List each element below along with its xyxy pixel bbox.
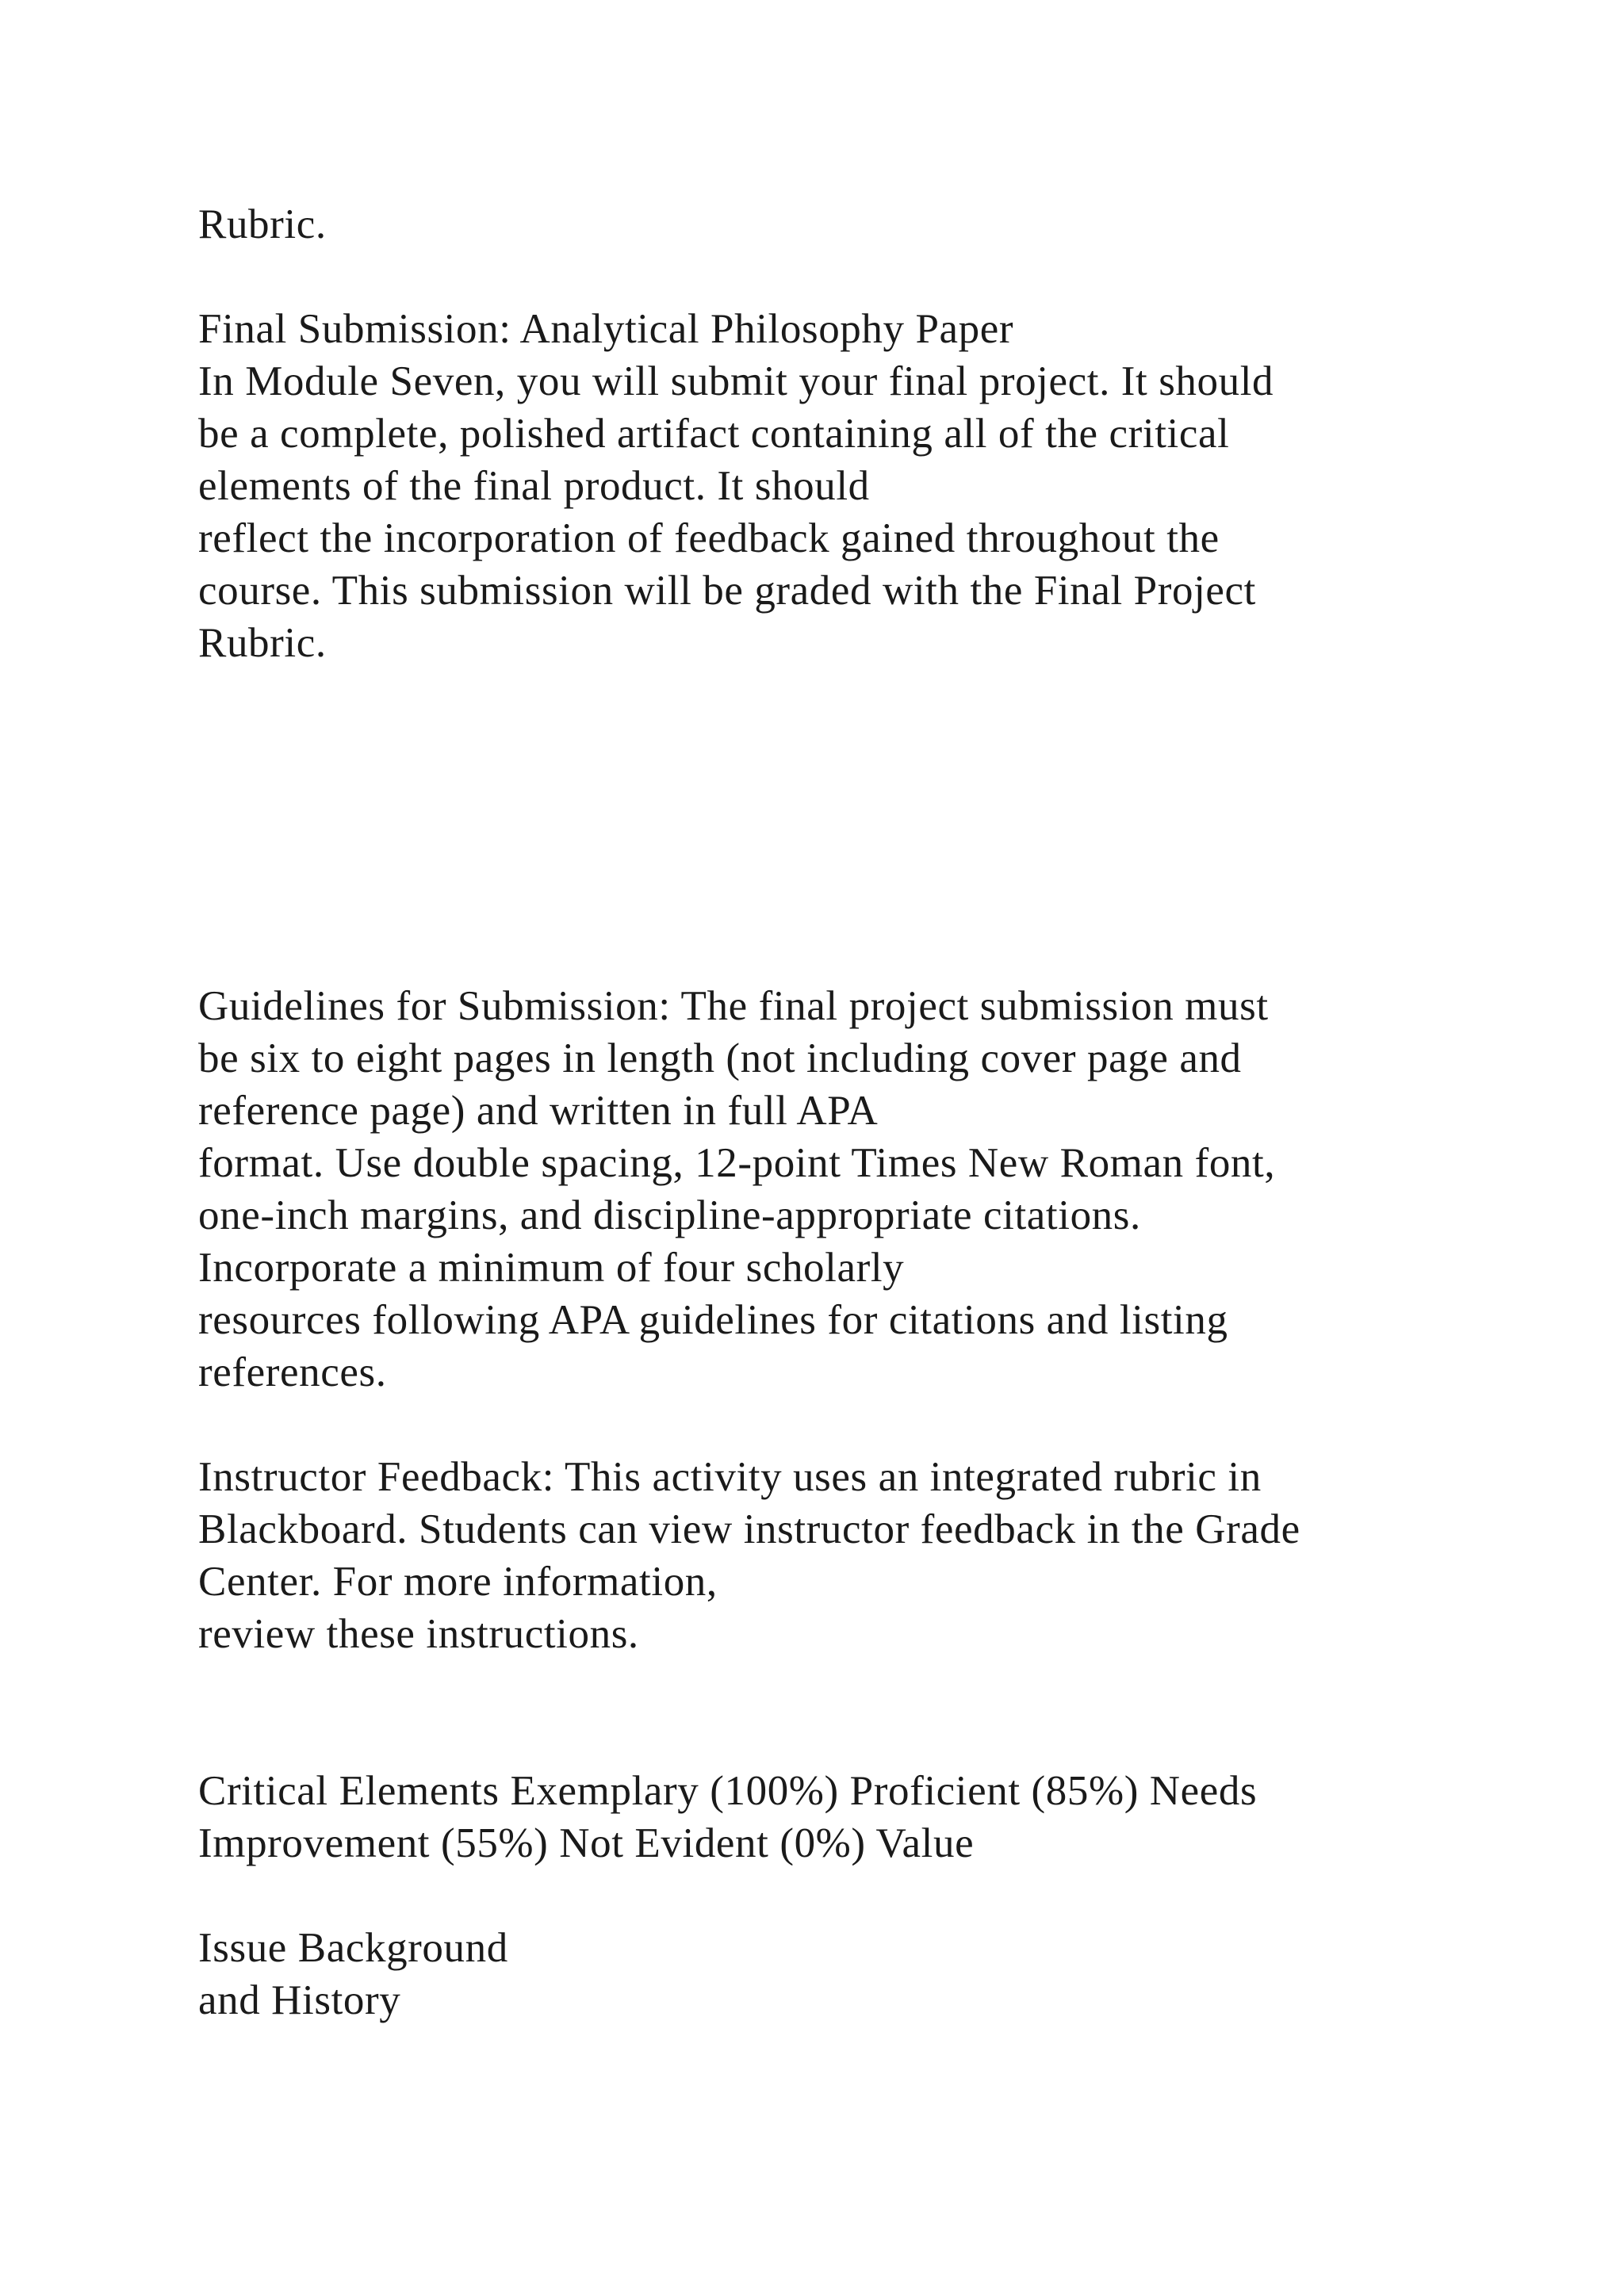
- paragraph-line: Rubric.: [198, 620, 327, 666]
- rubric-header-section: [198, 1765, 1546, 1869]
- paragraph-line: one-inch margins, and discipline-appropriate citations.: [198, 1192, 1141, 1238]
- paragraph-line: be a complete, polished artifact containing all of the critical: [198, 411, 1230, 457]
- issue-line: and History: [198, 1977, 401, 2023]
- final-submission-title: Final Submission: Analytical Philosophy Paper: [198, 306, 1014, 352]
- paragraph-line: Blackboard. Students can view instructor feedback in the Grade: [198, 1506, 1300, 1552]
- paragraph-line: reflect the incorporation of feedback gained throughout the: [198, 515, 1220, 561]
- paragraph-line: Incorporate a minimum of four scholarly: [198, 1245, 905, 1291]
- paragraph-line: be six to eight pages in length (not including cover page and: [198, 1035, 1242, 1081]
- instructor-feedback-section: [198, 1451, 1546, 1660]
- rubric-header-line: Critical Elements Exemplary (100%) Proficient (85%) Needs: [198, 1768, 1258, 1814]
- paragraph-line: Center. For more information,: [198, 1559, 718, 1605]
- heading-rubric: [198, 198, 1546, 251]
- paragraph-line: course. This submission will be graded with the Final Project: [198, 568, 1256, 614]
- paragraph-line: review these instructions.: [198, 1611, 639, 1657]
- paragraph-line: reference page) and written in full APA: [198, 1088, 879, 1134]
- issue-line: Issue Background: [198, 1925, 508, 1971]
- paragraph-line: references.: [198, 1349, 387, 1395]
- paragraph-line: resources following APA guidelines for citations and listing: [198, 1297, 1228, 1343]
- rubric-header-line: Improvement (55%) Not Evident (0%) Value: [198, 1820, 975, 1866]
- guidelines-section: [198, 980, 1546, 1399]
- paragraph-line: Instructor Feedback: This activity uses an integrated rubric in: [198, 1454, 1262, 1500]
- paragraph-line: Guidelines for Submission: The final project submission must: [198, 983, 1269, 1029]
- paragraph-line: format. Use double spacing, 12-point Times New Roman font,: [198, 1140, 1276, 1186]
- issue-background-section: [198, 1922, 1546, 2026]
- heading-text: Rubric.: [198, 201, 327, 247]
- final-submission-section: [198, 303, 1546, 669]
- paragraph-line: elements of the final product. It should: [198, 463, 870, 509]
- paragraph-line: In Module Seven, you will submit your final project. It should: [198, 358, 1274, 404]
